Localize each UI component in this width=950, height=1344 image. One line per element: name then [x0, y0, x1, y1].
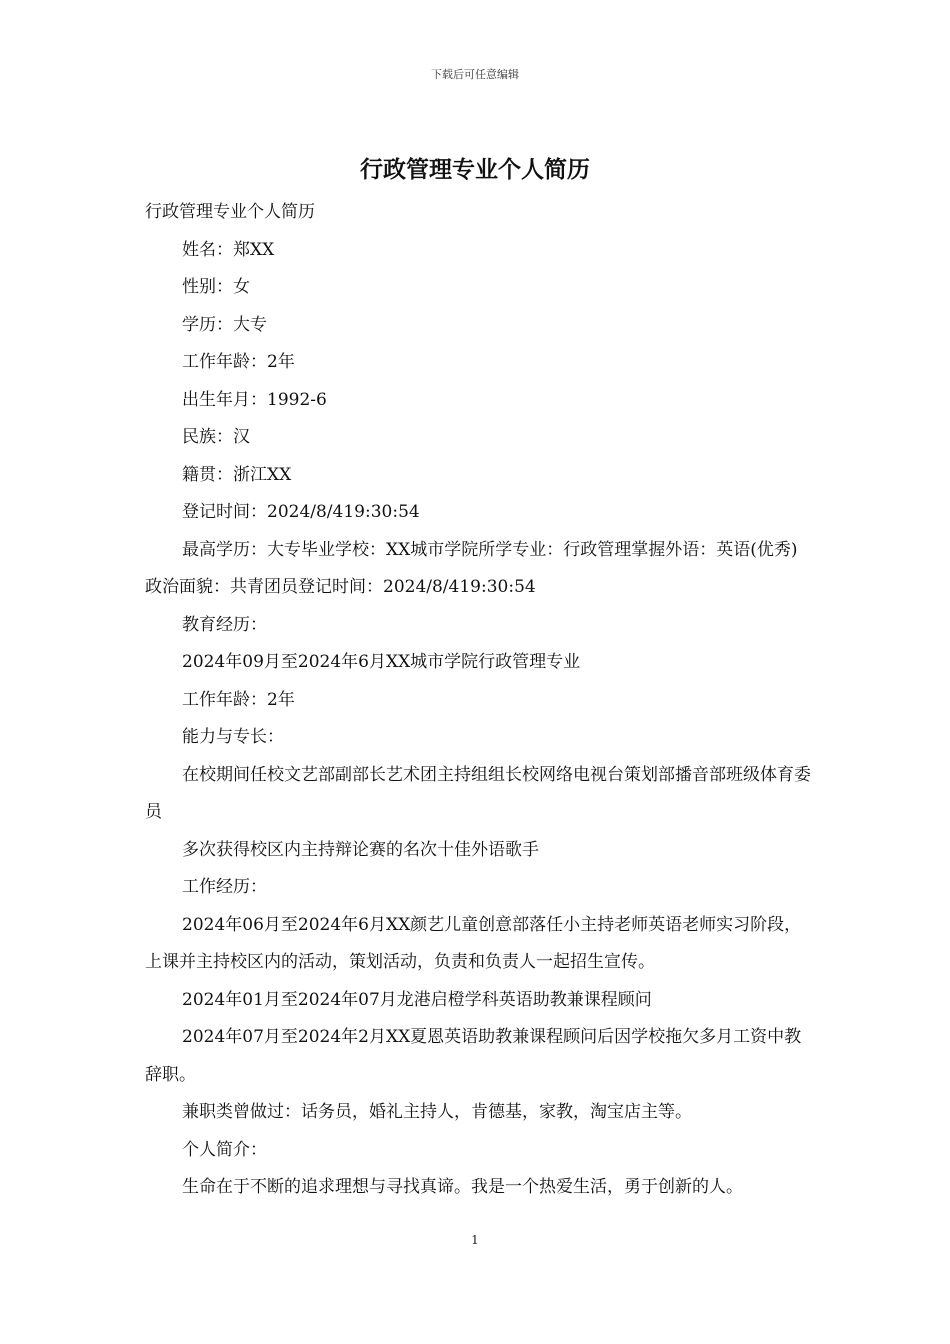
paragraph-subtitle: 行政管理专业个人简历: [145, 202, 315, 222]
paragraph-education-level: 学历：大专: [182, 314, 267, 335]
paragraph-skills-heading: 能力与专长：: [182, 727, 284, 747]
paragraph-intro-text: 生命在于不断的追求理想与寻找真谛。我是一个热爱生活，勇于创新的人。: [182, 1177, 743, 1197]
paragraph-work-heading: 工作经历：: [182, 877, 267, 897]
paragraph-ethnicity: 民族：汉: [182, 427, 250, 447]
paragraph-name: 姓名：郑XX: [182, 239, 275, 260]
paragraph-work-item-1: 2024年06月至2024年6月XX颜艺儿童创意部落任小主持老师英语老师实习阶段，上课并主持校区内的活动，策划活动，负责和负责人一起招生宣传。: [145, 914, 802, 972]
paragraph-work-years: 工作年龄：2年: [182, 352, 295, 372]
paragraph-education-heading: 教育经历：: [182, 614, 267, 635]
paragraph-intro-heading: 个人简介：: [182, 1139, 267, 1160]
document-body: [145, 194, 813, 1207]
paragraph-birth-date: 出生年月：1992-6: [182, 389, 327, 410]
document-title: 行政管理专业个人简历: [360, 156, 590, 183]
paragraph-part-time: 兼职类曾做过：话务员，婚礼主持人，肯德基，家教，淘宝店主等。: [182, 1102, 692, 1122]
paragraph-highest-education: 最高学历：大专毕业学校：XX城市学院所学专业：行政管理掌握外语：英语(优秀)政治面貌：共青团员登记时间：2024/8/419:30:54: [145, 539, 798, 597]
page-number: 1: [471, 1233, 479, 1247]
paragraph-gender: 性别：女: [182, 277, 250, 297]
paragraph-skills-awards: 多次获得校区内主持辩论赛的名次十佳外语歌手: [182, 839, 539, 860]
header-note: 下载后可任意编辑: [431, 68, 519, 81]
paragraph-register-time: 登记时间：2024/8/419:30:54: [182, 502, 420, 522]
paragraph-work-years-2: 工作年龄：2年: [182, 689, 295, 710]
paragraph-native-place: 籍贯：浙江XX: [182, 464, 292, 485]
paragraph-work-item-3: 2024年07月至2024年2月XX夏恩英语助教兼课程顾问后因学校拖欠多月工资中教辞职。: [145, 1027, 802, 1085]
paragraph-work-item-2: 2024年01月至2024年07月龙港启橙学科英语助教兼课程顾问: [182, 989, 652, 1010]
paragraph-education-item: 2024年09月至2024年6月XX城市学院行政管理专业: [182, 652, 581, 672]
paragraph-skills-roles: 在校期间任校文艺部副部长艺术团主持组组长校网络电视台策划部播音部班级体育委员: [145, 764, 811, 822]
